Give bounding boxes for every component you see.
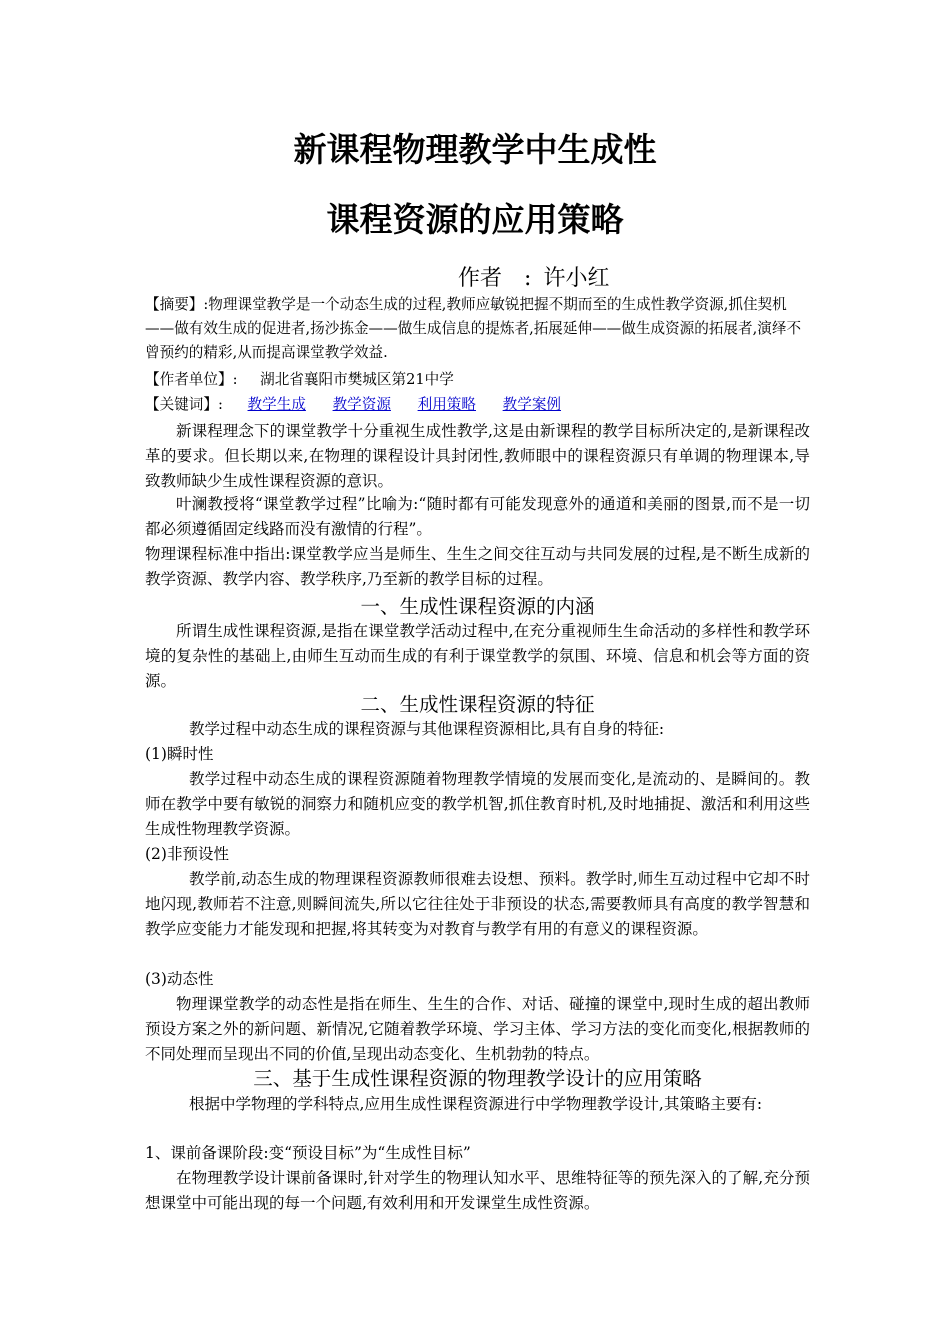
paragraph: 教学前,动态生成的物理课程资源教师很难去设想、预料。教学时,师生互动过程中它却不时地闪现,教师若不注意,则瞬间流失,所以它往往处于非预设的状态,需要教师具有高度的教学智慧和教学应变能力才能发现和把握,将其转变为对教育与教学有用的有意义的课程资源。 [145, 870, 810, 938]
section-heading: 三、基于生成性课程资源的物理教学设计的应用策略 [253, 1067, 702, 1090]
paragraph: 教学过程中动态生成的课程资源随着物理教学情境的发展而变化,是流动的、是瞬间的。教师在教学中要有敏锐的洞察力和随机应变的教学机智,抓住教育时机,及时地捕捉、激活和利用这些生成性物理教学资源。 [145, 770, 810, 838]
paragraph: 物理课堂教学的动态性是指在师生、生生的合作、对话、碰撞的课堂中,现时生成的超出教师预设方案之外的新问题、新情况,它随着教学环境、学习主体、学习方法的变化而变化,根据教师的不同处理而呈现出不同的价值,呈现出动态变化、生机勃勃的特点。 [145, 995, 810, 1063]
keywords [145, 393, 583, 417]
affiliation [145, 368, 454, 392]
keywords-label: 【关键词】: [145, 396, 223, 413]
section-heading: 一、生成性课程资源的内涵 [360, 595, 595, 618]
subheading: 1、课前备课阶段:变“预设目标”为“生成性目标” [145, 1144, 471, 1162]
subheading: (2)非预设性 [145, 845, 229, 863]
author-name: 许小红 [543, 266, 610, 291]
author-colon: : [524, 266, 532, 291]
abstract-text: :物理课堂教学是一个动态生成的过程,教师应敏锐把握不期而至的生成性教学资源,抓住契机——做有效生成的促进者,扬沙拣金——做生成信息的提炼者,拓展延伸——做生成资源的拓展者,演绎不曾预约的精彩,从而提高课堂教学效益. [145, 296, 802, 361]
paragraph: 所谓生成性课程资源,是指在课堂教学活动过程中,在充分重视师生生命活动的多样性和教学环境的复杂性的基础上,由师生互动而生成的有利于课堂教学的氛围、环境、信息和机会等方面的资源。 [145, 622, 810, 690]
paragraph: 叶澜教授将“课堂教学过程”比喻为:“随时都有可能发现意外的通道和美丽的图景,而不是一切都必须遵循固定线路而没有激情的行程”。 [145, 495, 810, 538]
keyword-link[interactable]: 利用策略 [417, 396, 476, 413]
author-label: 作者 [458, 266, 503, 291]
title-line-2: 课程资源的应用策略 [326, 200, 624, 239]
section-heading: 二、生成性课程资源的特征 [360, 693, 595, 716]
paragraph: 新课程理念下的课堂教学十分重视生成性教学,这是由新课程的教学目标所决定的,是新课程改革的要求。但长期以来,在物理的课程设计具封闭性,教师眼中的课程资源只有单调的物理课本,导致教师缺少生成性课程资源的意识。 [145, 422, 810, 490]
keyword-link[interactable]: 教学资源 [332, 396, 391, 413]
abstract-label: 【摘要】 [145, 296, 204, 313]
title-line-1: 新课程物理教学中生成性 [293, 130, 657, 169]
paragraph: 根据中学物理的学科特点,应用生成性课程资源进行中学物理教学设计,其策略主要有: [189, 1095, 763, 1113]
abstract [145, 293, 810, 365]
keyword-link[interactable]: 教学案例 [502, 396, 562, 413]
author-line [458, 265, 609, 293]
paragraph: 物理课程标准中指出:课堂教学应当是师生、生生之间交往互动与共同发展的过程,是不断生成新的教学资源、教学内容、教学秩序,乃至新的教学目标的过程。 [145, 545, 810, 588]
paragraph: 教学过程中动态生成的课程资源与其他课程资源相比,具有自身的特征: [189, 720, 665, 738]
paragraph: 在物理教学设计课前备课时,针对学生的物理认知水平、思维特征等的预先深入的了解,充分预想课堂中可能出现的每一个问题,有效利用和开发课堂生成性资源。 [145, 1169, 810, 1212]
affiliation-value: 湖北省襄阳市樊城区第21中学 [260, 371, 454, 388]
subheading: (1)瞬时性 [145, 745, 214, 763]
subheading: (3)动态性 [145, 970, 214, 988]
affiliation-label: 【作者单位】: [145, 371, 238, 388]
keyword-link[interactable]: 教学生成 [247, 396, 306, 413]
